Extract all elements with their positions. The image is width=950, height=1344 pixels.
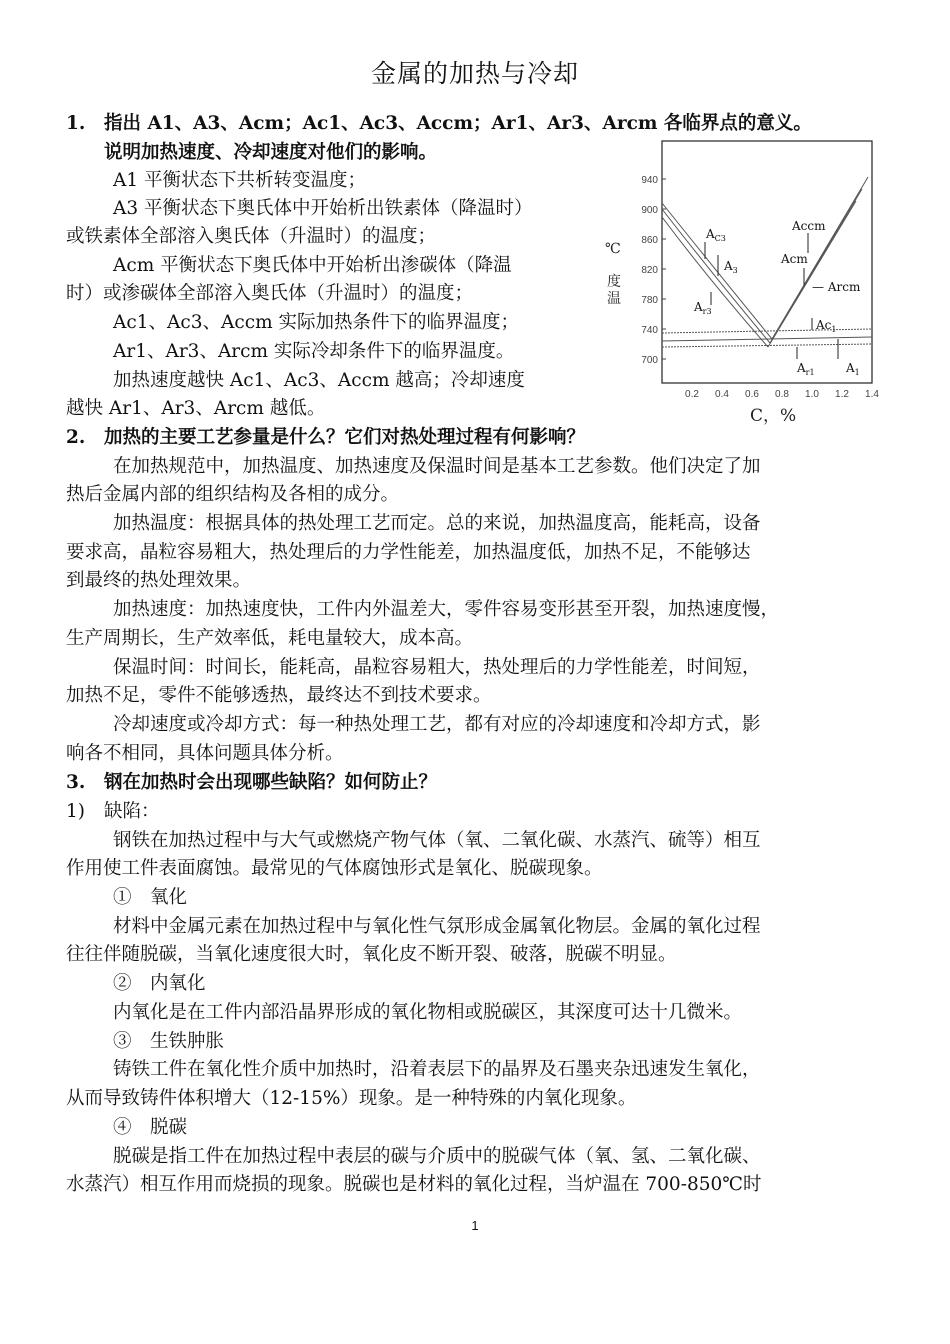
document-title: 金属的加热与冷却 xyxy=(370,59,579,88)
q3-item1-title: ① 氧化 xyxy=(113,887,188,908)
q1-text-1: 指出 A1、A3、Acm；Ac1、Ac3、Accm；Ar1、Ar3、Arcm 各临界点的意义。 xyxy=(104,113,812,134)
q1-answer-ac: Ac1、Ac3、Accm 实际加热条件下的临界温度； xyxy=(113,312,519,333)
q3-number: 3. xyxy=(66,772,86,793)
a1-line xyxy=(662,337,872,341)
label-ar1: $A_{r1}$ xyxy=(797,361,815,377)
q2-p4-line2: 加热不足，零件不能够透热，最终达不到技术要求。 xyxy=(66,685,492,706)
label-acm: Acm xyxy=(781,252,808,266)
q2-p2-line1: 加热温度：根据具体的热处理工艺而定。总的来说，加热温度高，能耗高，设备 xyxy=(113,513,761,534)
q2-p1-line2: 热后金属内部的组织结构及各相的成分。 xyxy=(66,484,400,505)
q2-number: 2. xyxy=(66,427,86,448)
y-tick-740: 740 xyxy=(641,325,658,336)
q3-item4-line1: 脱碳是指工件在加热过程中表层的碳与介质中的脱碳气体（氧、氢、二氧化碳、 xyxy=(113,1146,761,1167)
q1-answer-speed-line2: 越快 Ar1、Ar3、Arcm 越低。 xyxy=(66,398,326,419)
label-arcm: — Arcm xyxy=(812,280,861,294)
y-tick-860: 860 xyxy=(641,235,658,246)
x-tick-0.8: 0.8 xyxy=(775,389,789,400)
label-ar3: $A_{r3}$ xyxy=(694,300,712,316)
q1-answer-a1: A1 平衡状态下共析转变温度； xyxy=(113,170,367,191)
x-tick-0.6: 0.6 xyxy=(745,389,759,400)
x-tick-1.4: 1.4 xyxy=(865,389,879,400)
q1-number: 1. xyxy=(66,113,86,134)
y-tick-940: 940 xyxy=(641,175,658,186)
q1-answer-a3-line2: 或铁素体全部溶入奥氏体（升温时）的温度； xyxy=(66,226,437,247)
q2-heading xyxy=(66,426,585,450)
q1-answer-acm-line2: 时）或渗碳体全部溶入奥氏体（升温时）的温度； xyxy=(66,283,474,304)
diagram-svg xyxy=(600,133,890,426)
x-label: C，% xyxy=(750,406,797,426)
label-a1: $A_1$ xyxy=(846,361,860,377)
q2-p3-line2: 生产周期长，生产效率低，耗电量较大，成本高。 xyxy=(66,628,474,649)
q1-answer-acm-line1: Acm 平衡状态下奥氏体中开始析出渗碳体（降温 xyxy=(113,255,512,276)
x-tick-1.0: 1.0 xyxy=(805,389,819,400)
label-accm: Accm xyxy=(792,219,826,233)
critical-points-diagram xyxy=(600,133,890,426)
q1-answer-ar: Ar1、Ar3、Arcm 实际冷却条件下的临界温度。 xyxy=(113,341,515,362)
q3-item2-title: ② 内氧化 xyxy=(113,973,206,994)
q2-p3-line1: 加热速度：加热速度快，工件内外温差大，零件容易变形甚至开裂，加热速度慢， xyxy=(113,599,780,620)
q3-sub1-text: 缺陷： xyxy=(104,801,160,822)
y-tick-820: 820 xyxy=(641,265,658,276)
y-label-unit: ℃ xyxy=(605,241,621,257)
y-tick-700: 700 xyxy=(641,355,658,366)
q3-item1-line2: 往往伴随脱碳，当氧化速度很大时，氧化皮不断开裂、破落，脱碳不明显。 xyxy=(66,944,677,965)
q1-answer-speed-line1: 加热速度越快 Ac1、Ac3、Accm 越高；冷却速度 xyxy=(113,370,525,391)
q3-item3-line1: 铸铁工件在氧化性介质中加热时，沿着表层下的晶界及石墨夹杂迅速发生氧化， xyxy=(113,1059,761,1080)
q1-answer-a3-line1: A3 平衡状态下奥氏体中开始析出铁素体（降温时） xyxy=(113,198,533,219)
q2-p4-line1: 保温时间：时间长，能耗高，晶粒容易粗大，热处理后的力学性能差，时间短， xyxy=(113,657,761,678)
q3-sub1 xyxy=(66,800,160,824)
q3-heading-text: 钢在加热时会出现哪些缺陷？如何防止？ xyxy=(104,772,438,793)
q3-heading xyxy=(66,771,437,795)
y-label-char-2: 温 xyxy=(607,291,621,307)
a3-curve xyxy=(662,209,770,343)
q3-item4-line2: 水蒸汽）相互作用而烧损的现象。脱碳也是材料的氧化过程，当炉温在 700-850℃时 xyxy=(66,1174,762,1195)
q2-p5-line2: 响各不相同，具体问题具体分析。 xyxy=(66,743,344,764)
q3-p1-line1: 钢铁在加热过程中与大气或燃烧产物气体（氧、二氧化碳、水蒸汽、硫等）相互 xyxy=(113,830,761,851)
label-ac3: $A_{C3}$ xyxy=(706,227,726,243)
q3-item1-line1: 材料中金属元素在加热过程中与氧化性气氛形成金属氧化物层。金属的氧化过程 xyxy=(113,916,761,937)
ac3-curve xyxy=(662,203,772,339)
label-a3: $A_3$ xyxy=(724,259,738,275)
q1-heading-line2: 说明加热速度、冷却速度对他们的影响。 xyxy=(104,142,438,163)
page-number: 1 xyxy=(471,1218,479,1233)
label-ac1: $Ac_1$ xyxy=(816,318,837,334)
q3-item3-title: ③ 生铁肿胀 xyxy=(113,1031,225,1052)
x-tick-0.4: 0.4 xyxy=(715,389,729,400)
q2-heading-text: 加热的主要工艺参量是什么？它们对热处理过程有何影响？ xyxy=(104,427,586,448)
q2-p1-line1: 在加热规范中，加热温度、加热速度及保温时间是基本工艺参数。他们决定了加 xyxy=(113,456,761,477)
q3-p1-line2: 作用使工件表面腐蚀。最常见的气体腐蚀形式是氧化、脱碳现象。 xyxy=(66,858,603,879)
q3-item4-title: ④ 脱碳 xyxy=(113,1117,188,1138)
q2-p2-line2: 要求高，晶粒容易粗大，热处理后的力学性能差，加热温度低，加热不足，不能够达 xyxy=(66,542,751,563)
q3-item3-line2: 从而导致铸件体积增大（12-15%）现象。是一种特殊的内氧化现象。 xyxy=(66,1088,637,1109)
q3-sub1-number: 1) xyxy=(66,801,85,822)
q2-p5-line1: 冷却速度或冷却方式：每一种热处理工艺，都有对应的冷却速度和冷却方式，影 xyxy=(113,714,761,735)
q2-p2-line3: 到最终的热处理效果。 xyxy=(66,570,252,591)
q3-item2-line1: 内氧化是在工件内部沿晶界形成的氧化物相或脱碳区，其深度可达十几微米。 xyxy=(113,1002,743,1023)
y-label-char-1: 度 xyxy=(607,274,621,290)
y-tick-900: 900 xyxy=(641,205,658,216)
x-tick-0.2: 0.2 xyxy=(685,389,699,400)
x-tick-1.2: 1.2 xyxy=(835,389,849,400)
y-tick-780: 780 xyxy=(641,295,658,306)
